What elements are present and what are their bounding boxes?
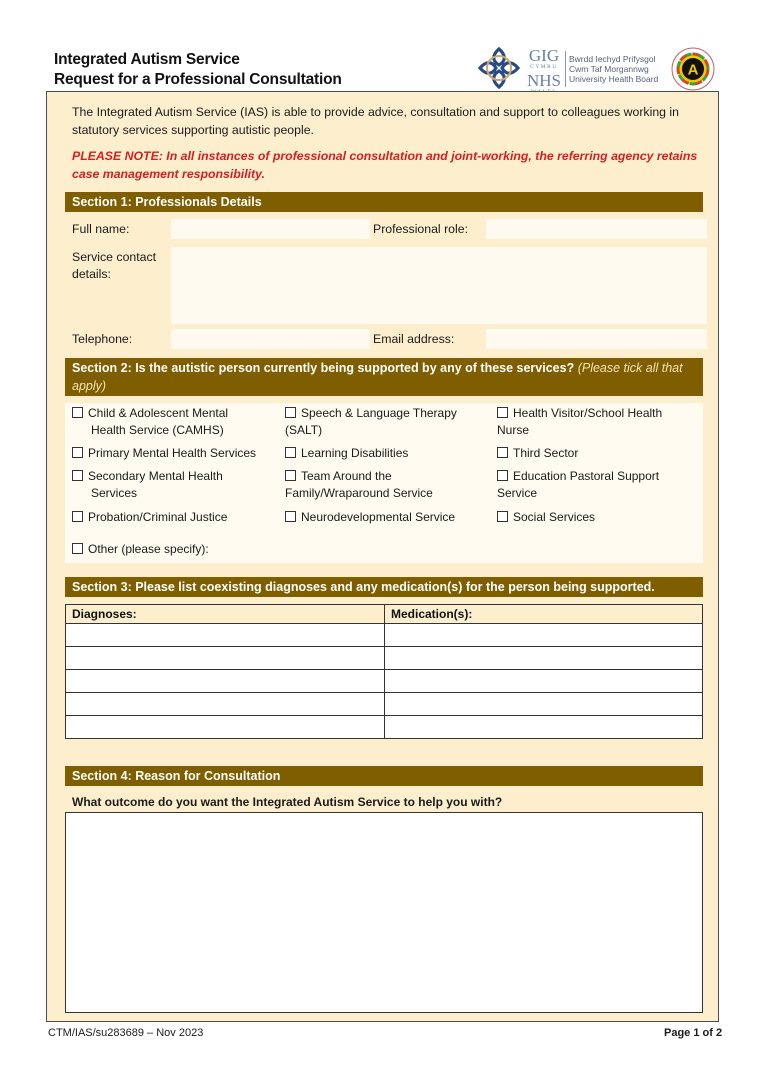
checkbox-icon[interactable]: [285, 407, 296, 418]
title-line-2: Request for a Professional Consultation: [54, 71, 342, 88]
full-name-input[interactable]: [171, 219, 370, 239]
logo-divider: [565, 51, 566, 87]
gig-cymru-nhs-wales-wordmark: GIG CYMRU NHS: [526, 46, 561, 90]
checkbox-icon[interactable]: [497, 447, 508, 458]
logo-group: [476, 45, 720, 93]
professional-role-label: Professional role:: [373, 222, 469, 236]
checkbox-secondary-mental-health[interactable]: Secondary Mental Health Services: [72, 468, 223, 502]
intro-text: The Integrated Autism Service (IAS) is able to provide advice, consultation and support to colleagues working in statutory services supporting autistic people.: [72, 105, 679, 137]
column-header-medications: Medication(s):: [385, 605, 703, 624]
medication-cell[interactable]: [385, 670, 703, 693]
medication-cell[interactable]: [385, 647, 703, 670]
checkbox-icon[interactable]: [72, 447, 83, 458]
table-row: [66, 624, 703, 647]
section-4-header: Section 4: Reason for Consultation: [65, 766, 703, 786]
checkbox-primary-mental-health[interactable]: Primary Mental Health Services: [72, 445, 256, 462]
section-2-header: Section 2: Is the autistic person currently being supported by any of these services? (Please tick all that apply): [65, 358, 703, 396]
checkbox-icon[interactable]: [497, 407, 508, 418]
diagnosis-cell[interactable]: [66, 624, 385, 647]
diagnosis-cell[interactable]: [66, 693, 385, 716]
table-row: [66, 693, 703, 716]
section-2-hint: (Please tick all that apply): [72, 361, 683, 393]
checkbox-icon[interactable]: [285, 447, 296, 458]
checkbox-icon[interactable]: [285, 470, 296, 481]
email-label: Email address:: [373, 332, 455, 346]
telephone-input[interactable]: [171, 329, 370, 349]
table-row: [66, 670, 703, 693]
medication-cell[interactable]: [385, 716, 703, 739]
diagnosis-cell[interactable]: [66, 670, 385, 693]
important-note: PLEASE NOTE: In all instances of professional consultation and joint-working, the referring agency retains case management responsibility.: [72, 149, 698, 181]
page-number: Page 1 of 2: [664, 1027, 723, 1039]
outcome-question: What outcome do you want the Integrated Autism Service to help you with?: [72, 795, 503, 809]
section-1-header: Section 1: Professionals Details: [65, 192, 703, 212]
checkbox-icon[interactable]: [497, 470, 508, 481]
checkbox-third-sector[interactable]: Third Sector: [497, 445, 578, 462]
document-title: [54, 50, 342, 90]
checkbox-health-visitor[interactable]: Health Visitor/School Health Nurse: [497, 406, 663, 437]
diagnosis-cell[interactable]: [66, 647, 385, 670]
checkbox-social-services[interactable]: Social Services: [497, 509, 595, 526]
checkbox-icon[interactable]: [497, 511, 508, 522]
checkbox-other[interactable]: Other (please specify):: [72, 541, 209, 558]
service-contact-label: Service contact details:: [72, 250, 157, 281]
medication-cell[interactable]: [385, 624, 703, 647]
outcome-answer-box[interactable]: [65, 812, 703, 1013]
diagnosis-cell[interactable]: [66, 716, 385, 739]
section-3-header: Section 3: Please list coexisting diagnoses and any medication(s) for the person being supported.: [65, 577, 703, 597]
checkbox-icon[interactable]: [72, 407, 83, 418]
full-name-label: Full name:: [72, 222, 130, 236]
telephone-label: Telephone:: [72, 332, 133, 346]
checkbox-icon[interactable]: [72, 470, 83, 481]
column-header-diagnoses: Diagnoses:: [66, 605, 385, 624]
checkbox-learning-disabilities[interactable]: Learning Disabilities: [285, 445, 408, 462]
table-row: [66, 647, 703, 670]
document-reference: CTM/IAS/su283689 – Nov 2023: [48, 1027, 204, 1039]
checkbox-salt[interactable]: Speech & Language Therapy (SALT): [285, 406, 457, 437]
checkbox-neurodevelopmental[interactable]: Neurodevelopmental Service: [285, 509, 455, 526]
svg-text:A: A: [687, 61, 699, 79]
checkbox-team-around-family[interactable]: Team Around the Family/Wraparound Service: [285, 469, 433, 500]
health-board-name: Bwrdd Iechyd Prifysgol Cwm Taf Morgannwg University Health Board: [569, 54, 659, 84]
checkbox-camhs[interactable]: Child & Adolescent Mental Health Service (CAMHS): [72, 405, 228, 439]
checkbox-education-pastoral[interactable]: Education Pastoral Support Service: [497, 469, 660, 500]
title-line-1: Integrated Autism Service: [54, 51, 240, 68]
diagnoses-medication-table: [65, 604, 703, 739]
medication-cell[interactable]: [385, 693, 703, 716]
ias-badge-logo-icon: [671, 47, 715, 91]
checkbox-icon[interactable]: [72, 543, 83, 554]
celtic-knot-logo-icon: [476, 45, 522, 91]
checkbox-icon[interactable]: [285, 511, 296, 522]
checkbox-probation[interactable]: Probation/Criminal Justice: [72, 509, 227, 526]
email-input[interactable]: [486, 329, 707, 349]
checkbox-icon[interactable]: [72, 511, 83, 522]
professional-role-input[interactable]: [486, 219, 707, 239]
table-row: [66, 716, 703, 739]
service-contact-textarea[interactable]: [171, 247, 707, 324]
